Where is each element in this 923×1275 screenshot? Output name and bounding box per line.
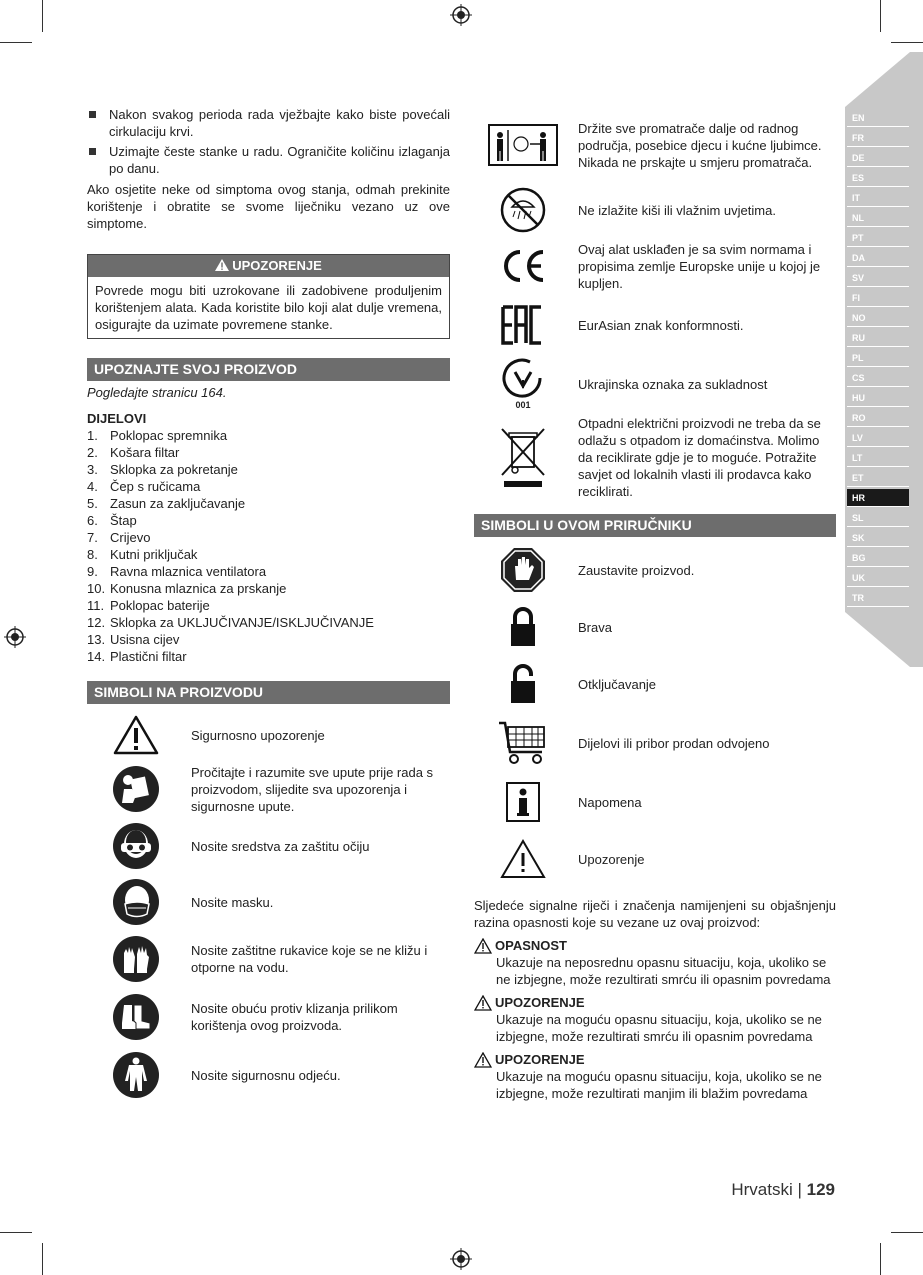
symbol-description: Nosite sredstva za zaštitu očiju xyxy=(191,838,370,854)
symbol-description: Držite sve promatrače dalje od radnog područja, posebice djecu i kućne ljubimce. Nikada ne prskajte u smjeru promatrača. xyxy=(578,120,822,170)
list-item xyxy=(87,427,450,444)
part-label: Usisna cijev xyxy=(110,632,180,647)
symbol-row xyxy=(474,236,836,296)
symbol-description: Sigurnosno upozorenje xyxy=(191,727,325,743)
warning-triangle-icon xyxy=(87,715,185,755)
crop-mark xyxy=(42,0,43,32)
crop-mark xyxy=(880,0,881,32)
symbol-description: EurAsian znak konformnosti. xyxy=(578,317,744,333)
symbol-description: Ukrajinska oznaka za sukladnost xyxy=(578,376,768,392)
part-label: Ravna mlaznica ventilatora xyxy=(110,564,267,579)
footer-separator: | xyxy=(797,1180,802,1199)
crop-mark xyxy=(0,42,32,43)
right-column xyxy=(474,106,836,1102)
list-item xyxy=(87,478,450,495)
language-tab-sk[interactable]: SK xyxy=(847,529,909,547)
part-label: Plastični filtar xyxy=(110,649,187,664)
language-tab-lt[interactable]: LT xyxy=(847,449,909,467)
warning-outline-icon xyxy=(474,839,572,879)
part-number: 4. xyxy=(87,479,98,494)
part-label: Poklopac spremnika xyxy=(110,428,228,443)
language-tab-pl[interactable]: PL xyxy=(847,349,909,367)
bullet-icon xyxy=(89,111,96,118)
signal-word-item xyxy=(474,994,836,1045)
symbol-row xyxy=(87,760,450,818)
part-number: 2. xyxy=(87,445,98,460)
gloves-icon xyxy=(87,935,185,983)
part-number: 10. xyxy=(87,581,106,596)
lock-icon xyxy=(474,606,572,648)
bullet-text: Nakon svakog perioda rada vježbajte kako biste povećali cirkulaciju krvi. xyxy=(109,107,450,139)
language-tab-sl[interactable]: SL xyxy=(847,509,909,527)
list-item xyxy=(87,563,450,580)
unlock-icon xyxy=(474,663,572,705)
part-number: 13. xyxy=(87,632,106,647)
part-number: 8. xyxy=(87,547,98,562)
symbol-row xyxy=(474,713,836,773)
language-tab-bg[interactable]: BG xyxy=(847,549,909,567)
boots-icon xyxy=(87,993,185,1041)
product-symbols-list xyxy=(87,710,450,1104)
symbol-description: Pročitajte i razumite sve upute prije rada s proizvodom, slijedite sva upozorenja i sigurnosne upute. xyxy=(191,764,434,814)
symbol-description: Upozorenje xyxy=(578,851,645,867)
language-tab-hu[interactable]: HU xyxy=(847,389,909,407)
language-tab-lv[interactable]: LV xyxy=(847,429,909,447)
bullet-list xyxy=(87,106,450,177)
stop-hand-icon xyxy=(474,546,572,594)
symbol-description: Ovaj alat usklađen je sa svim normama i propisima zemlje Europske unije u kojoj je kupljen. xyxy=(578,241,821,291)
part-number: 9. xyxy=(87,564,98,579)
section-title-product-symbols: SIMBOLI NA PROIZVODU xyxy=(87,681,450,704)
weee-bin-icon xyxy=(474,425,572,489)
eac-mark-icon xyxy=(474,305,572,345)
list-item xyxy=(87,143,450,177)
symbol-row xyxy=(87,1046,450,1104)
symbol-row xyxy=(474,773,836,831)
part-label: Košara filtar xyxy=(110,445,180,460)
list-item xyxy=(87,614,450,631)
part-label: Štap xyxy=(110,513,137,528)
part-label: Crijevo xyxy=(110,530,151,545)
symbol-description: Dijelovi ili pribor prodan odvojeno xyxy=(578,735,770,751)
language-tab-ro[interactable]: RO xyxy=(847,409,909,427)
language-tab-it[interactable]: IT xyxy=(847,189,909,207)
warning-box-title: UPOZORENJE xyxy=(232,258,322,273)
list-item xyxy=(87,444,450,461)
language-tab-tr[interactable]: TR xyxy=(847,589,909,607)
no-rain-icon xyxy=(474,187,572,233)
symbol-description: Nosite obuću protiv klizanja prilikom korištenja ovog proizvoda. xyxy=(191,1001,398,1033)
warning-triangle-icon xyxy=(215,259,229,271)
eye-protection-icon xyxy=(87,822,185,870)
symptoms-paragraph: Ako osjetite neke od simptoma ovog stanja, odmah prekinite korištenje i obratite se svome liječniku vezano uz ove simptome. xyxy=(87,182,450,231)
symbol-description: Napomena xyxy=(578,794,642,810)
warning-box-header xyxy=(88,255,449,277)
signal-description: Ukazuje na moguću opasnu situaciju, koja, ukoliko se ne izbjegne, može rezultirati manjim ili blažim povredama xyxy=(496,1069,822,1101)
language-tab-et[interactable]: ET xyxy=(847,469,909,487)
part-label: Zasun za zaključavanje xyxy=(110,496,246,511)
list-item xyxy=(87,512,450,529)
language-tab-sv[interactable]: SV xyxy=(847,269,909,287)
signal-word: OPASNOST xyxy=(495,938,567,953)
list-item xyxy=(87,546,450,563)
crop-mark xyxy=(891,1232,923,1233)
warning-triangle-icon xyxy=(474,995,492,1011)
list-item xyxy=(87,461,450,478)
manual-symbols-list xyxy=(474,541,836,887)
symbol-row xyxy=(87,874,450,930)
language-tab-ru[interactable]: RU xyxy=(847,329,909,347)
symbol-row xyxy=(474,106,836,184)
language-tab-fr[interactable]: FR xyxy=(847,129,909,147)
symbol-row xyxy=(474,184,836,236)
symbol-description: Otključavanje xyxy=(578,676,657,692)
symbol-description: Brava xyxy=(578,619,612,635)
symbol-description: Nosite sigurnosnu odjeću. xyxy=(191,1067,341,1083)
crop-mark xyxy=(42,1243,43,1275)
symbol-description: Nosite zaštitne rukavice koje se ne kližu i otporne na vodu. xyxy=(191,943,428,975)
symbol-description: Zaustavite proizvod. xyxy=(578,562,695,578)
symbol-row xyxy=(474,296,836,354)
signal-word-item xyxy=(474,1051,836,1102)
signal-word: UPOZORENJE xyxy=(495,995,585,1010)
language-tab-pt[interactable]: PT xyxy=(847,229,909,247)
warning-triangle-icon xyxy=(474,1052,492,1068)
read-manual-icon xyxy=(87,765,185,813)
ukraine-conformity-icon xyxy=(474,358,572,410)
symbol-row xyxy=(474,414,836,500)
symbol-description: Otpadni električni proizvodi ne treba da se odlažu s otpadom iz domaćinstva. Molimo da reciklirate gdje je to moguće. Potražite savjet od lokalnih vlasti ili prodavca kako reciklirati. xyxy=(578,415,821,499)
symbol-row xyxy=(474,655,836,713)
signal-word-header xyxy=(474,937,836,954)
keep-bystanders-away-icon xyxy=(474,124,572,166)
page-footer xyxy=(731,1181,835,1198)
signal-words-list xyxy=(474,937,836,1102)
language-tab-hr[interactable]: HR xyxy=(847,489,909,507)
see-page-note: Pogledajte stranicu 164. xyxy=(87,385,227,400)
crop-mark xyxy=(891,42,923,43)
signal-word-header xyxy=(474,994,836,1011)
symbol-row xyxy=(474,831,836,887)
symbol-description: Ne izlažite kiši ili vlažnim uvjetima. xyxy=(578,202,776,218)
signal-intro: Sljedeće signalne riječi i značenja namijenjeni su objašnjenju razina opasnosti koje su vezane uz ovaj proizvod: xyxy=(474,898,836,930)
language-tab-no[interactable]: NO xyxy=(847,309,909,327)
language-tab-uk[interactable]: UK xyxy=(847,569,909,587)
protective-clothing-icon xyxy=(87,1051,185,1099)
warning-triangle-icon xyxy=(474,938,492,954)
part-number: 5. xyxy=(87,496,98,511)
language-tab-fi[interactable]: FI xyxy=(847,289,909,307)
language-tab-de[interactable]: DE xyxy=(847,149,909,167)
signal-word-header xyxy=(474,1051,836,1068)
language-tab-nl[interactable]: NL xyxy=(847,209,909,227)
signal-word: UPOZORENJE xyxy=(495,1052,585,1067)
symbol-row xyxy=(87,710,450,760)
symbol-row xyxy=(87,988,450,1046)
part-label: Poklopac baterije xyxy=(110,598,210,613)
symbol-row xyxy=(87,930,450,988)
section-title-manual-symbols: SIMBOLI U OVOM PRIRUČNIKU xyxy=(474,514,836,537)
conformity-code: 001 xyxy=(515,400,531,410)
part-label: Konusna mlaznica za prskanje xyxy=(110,581,287,596)
symbol-row xyxy=(474,541,836,599)
part-number: 7. xyxy=(87,530,98,545)
part-number: 11. xyxy=(87,598,105,613)
list-item xyxy=(87,631,450,648)
list-item xyxy=(87,495,450,512)
language-tab-es[interactable]: ES xyxy=(847,169,909,187)
part-number: 12. xyxy=(87,615,106,630)
footer-language: Hrvatski xyxy=(731,1180,793,1199)
list-item xyxy=(87,529,450,546)
shopping-cart-icon xyxy=(474,720,572,766)
symbol-description: Nosite masku. xyxy=(191,894,274,910)
list-item xyxy=(87,106,450,140)
list-item xyxy=(87,648,450,665)
part-label: Čep s ručicama xyxy=(110,479,201,494)
language-tab-en[interactable]: EN xyxy=(847,109,909,127)
list-item xyxy=(87,580,450,597)
warning-box xyxy=(87,254,450,339)
bullet-icon xyxy=(89,148,96,155)
right-symbols-list xyxy=(474,106,836,500)
signal-description: Ukazuje na neposrednu opasnu situaciju, koja, ukoliko se ne izbjegne, može rezultirati smrću ili opasnim povredama xyxy=(496,955,831,987)
crop-mark xyxy=(0,1232,32,1233)
language-tab-da[interactable]: DA xyxy=(847,249,909,267)
crop-mark xyxy=(880,1243,881,1275)
bullet-text: Uzimajte česte stanke u radu. Ograničite količinu izlaganja po danu. xyxy=(109,144,450,176)
symbol-row xyxy=(474,599,836,655)
part-number: 14. xyxy=(87,649,106,664)
part-number: 1. xyxy=(87,428,98,443)
part-label: Kutni priključak xyxy=(110,547,198,562)
symbol-row xyxy=(87,818,450,874)
parts-title: DIJELOVI xyxy=(87,411,147,426)
info-icon xyxy=(474,781,572,823)
language-tab-cs[interactable]: CS xyxy=(847,369,909,387)
symbol-row xyxy=(474,354,836,414)
part-number: 3. xyxy=(87,462,98,477)
registration-mark-icon xyxy=(450,1248,472,1270)
page-number: 129 xyxy=(806,1180,835,1199)
signal-word-item xyxy=(474,937,836,988)
parts-list xyxy=(87,427,450,665)
part-label: Sklopka za pokretanje xyxy=(110,462,238,477)
signal-description: Ukazuje na moguću opasnu situaciju, koja, ukoliko se ne izbjegne, može rezultirati smrću ili opasnim povredama xyxy=(496,1012,822,1044)
registration-mark-icon xyxy=(450,4,472,26)
left-column xyxy=(87,106,450,1104)
section-title-product: UPOZNAJTE SVOJ PROIZVOD xyxy=(87,358,450,381)
ce-mark-icon xyxy=(474,248,572,284)
part-number: 6. xyxy=(87,513,98,528)
list-item xyxy=(87,597,450,614)
warning-box-text: Povrede mogu biti uzrokovane ili zadobivene produljenim korištenjem alata. Kada koristite bilo koji alat dulje vremena, osigurajte da uzimate povremene stanke. xyxy=(95,283,442,332)
mask-icon xyxy=(87,878,185,926)
registration-mark-icon xyxy=(4,626,26,648)
part-label: Sklopka za UKLJUČIVANJE/ISKLJUČIVANJE xyxy=(110,615,374,630)
